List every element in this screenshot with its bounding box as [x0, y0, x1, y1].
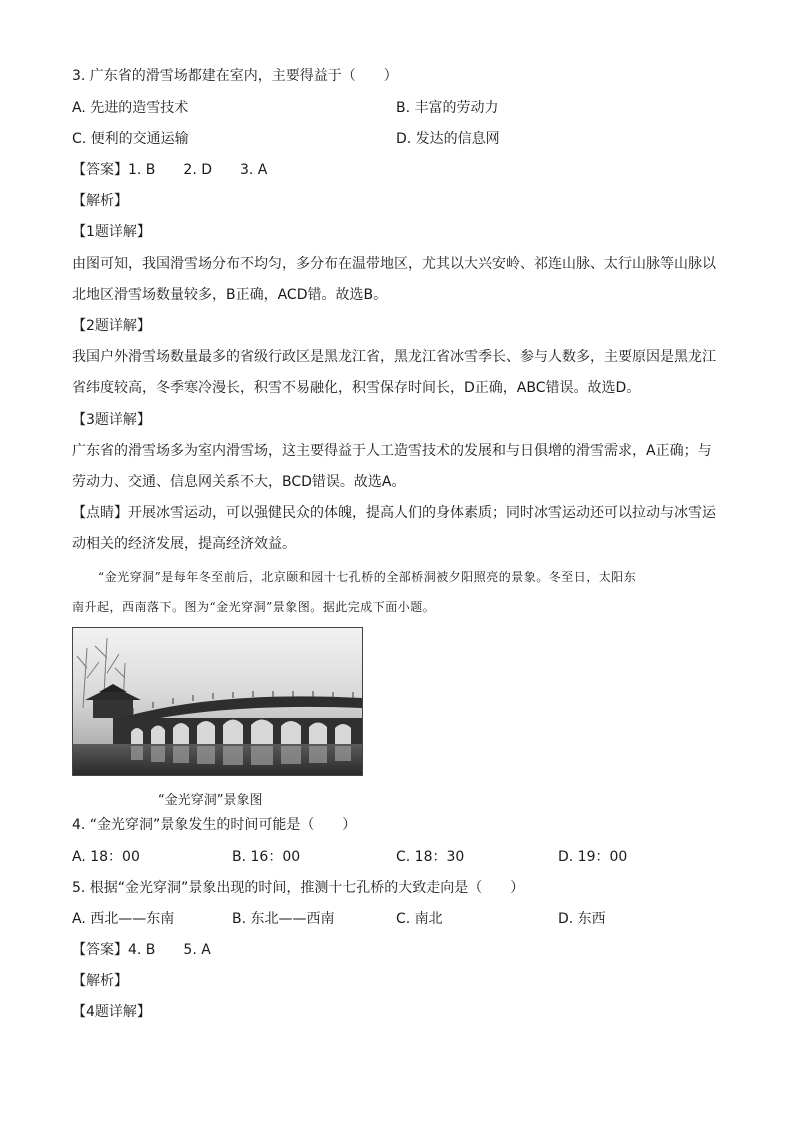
q4-option-c: C. 18：30	[396, 849, 465, 865]
detail-3-body	[72, 436, 724, 498]
answer-block-1	[72, 160, 267, 180]
detail-3-line: 广东省的滑雪场多为室内滑雪场，这主要得益于人工造雪技术的发展和与日俱增的滑雪需求，A正确；与	[72, 443, 712, 459]
tips-line: 开展冰雪运动，可以强健民众的体魄，提高人们的身体素质；同时冰雪运动还可以拉动与冰雪运	[128, 505, 716, 521]
q3-option-d: D. 发达的信息网	[396, 131, 500, 147]
tips-line: 动相关的经济发展，提高经济效益。	[72, 536, 296, 552]
q4-option-a: A. 18：00	[72, 849, 140, 865]
material-paragraph	[72, 562, 724, 622]
answer-text: 4. B 5. A	[128, 942, 211, 958]
q3-option-b: B. 丰富的劳动力	[396, 100, 499, 116]
question-5-stem: 5. 根据“金光穿洞”景象出现的时间，推测十七孔桥的大致走向是（ ）	[72, 880, 525, 896]
seventeen-arch-bridge-image	[73, 628, 362, 775]
detail-1-heading: 【1题详解】	[72, 224, 151, 240]
q4-option-d: D. 19：00	[558, 849, 628, 865]
q5-option-d: D. 东西	[558, 911, 606, 927]
question-3-stem: 3. 广东省的滑雪场都建在室内，主要得益于（ ）	[72, 68, 398, 84]
tips-block	[72, 498, 724, 560]
detail-3-heading: 【3题详解】	[72, 412, 151, 428]
answer-label: 【答案】	[72, 162, 128, 178]
q5-option-c: C. 南北	[396, 911, 443, 927]
detail-1-line: 北地区滑雪场数量较多，B正确，ACD错。故选B。	[72, 287, 388, 303]
material-line: “金光穿洞”是每年冬至前后，北京颐和园十七孔桥的全部桥洞被夕阳照亮的景象。冬至日，太阳东	[98, 570, 637, 584]
tips-label: 【点睛】	[72, 505, 128, 521]
question-4-stem: 4. “金光穿洞”景象发生的时间可能是（ ）	[72, 817, 357, 833]
q5-option-a: A. 西北——东南	[72, 911, 175, 927]
analysis-heading-1: 【解析】	[72, 193, 128, 209]
q5-option-b: B. 东北——西南	[232, 911, 335, 927]
figure-caption: “金光穿洞”景象图	[158, 793, 263, 808]
answer-text: 1. B 2. D 3. A	[128, 162, 268, 178]
answer-block-2	[72, 940, 211, 960]
detail-3-line: 劳动力、交通、信息网关系不大，BCD错误。故选A。	[72, 474, 406, 490]
q4-option-b: B. 16：00	[232, 849, 301, 865]
detail-2-heading: 【2题详解】	[72, 318, 151, 334]
detail-2-line: 我国户外滑雪场数量最多的省级行政区是黑龙江省，黑龙江省冰雪季长、参与人数多，主要原因是黑龙江	[72, 349, 716, 365]
material-line: 南升起，西南落下。图为“金光穿洞”景象图。据此完成下面小题。	[72, 600, 436, 614]
detail-1-line: 由图可知，我国滑雪场分布不均匀，多分布在温带地区，尤其以大兴安岭、祁连山脉、太行山脉等山脉以	[72, 256, 716, 272]
q3-option-a: A. 先进的造雪技术	[72, 100, 189, 116]
detail-2-body	[72, 342, 724, 404]
analysis-heading-2: 【解析】	[72, 973, 128, 989]
detail-2-line: 省纬度较高，冬季寒冷漫长，积雪不易融化，积雪保存时间长，D正确，ABC错误。故选D。	[72, 380, 641, 396]
answer-label: 【答案】	[72, 942, 128, 958]
bridge-photo	[72, 627, 363, 776]
q3-option-c: C. 便利的交通运输	[72, 131, 189, 147]
detail-4-heading: 【4题详解】	[72, 1004, 151, 1020]
detail-1-body	[72, 249, 724, 311]
